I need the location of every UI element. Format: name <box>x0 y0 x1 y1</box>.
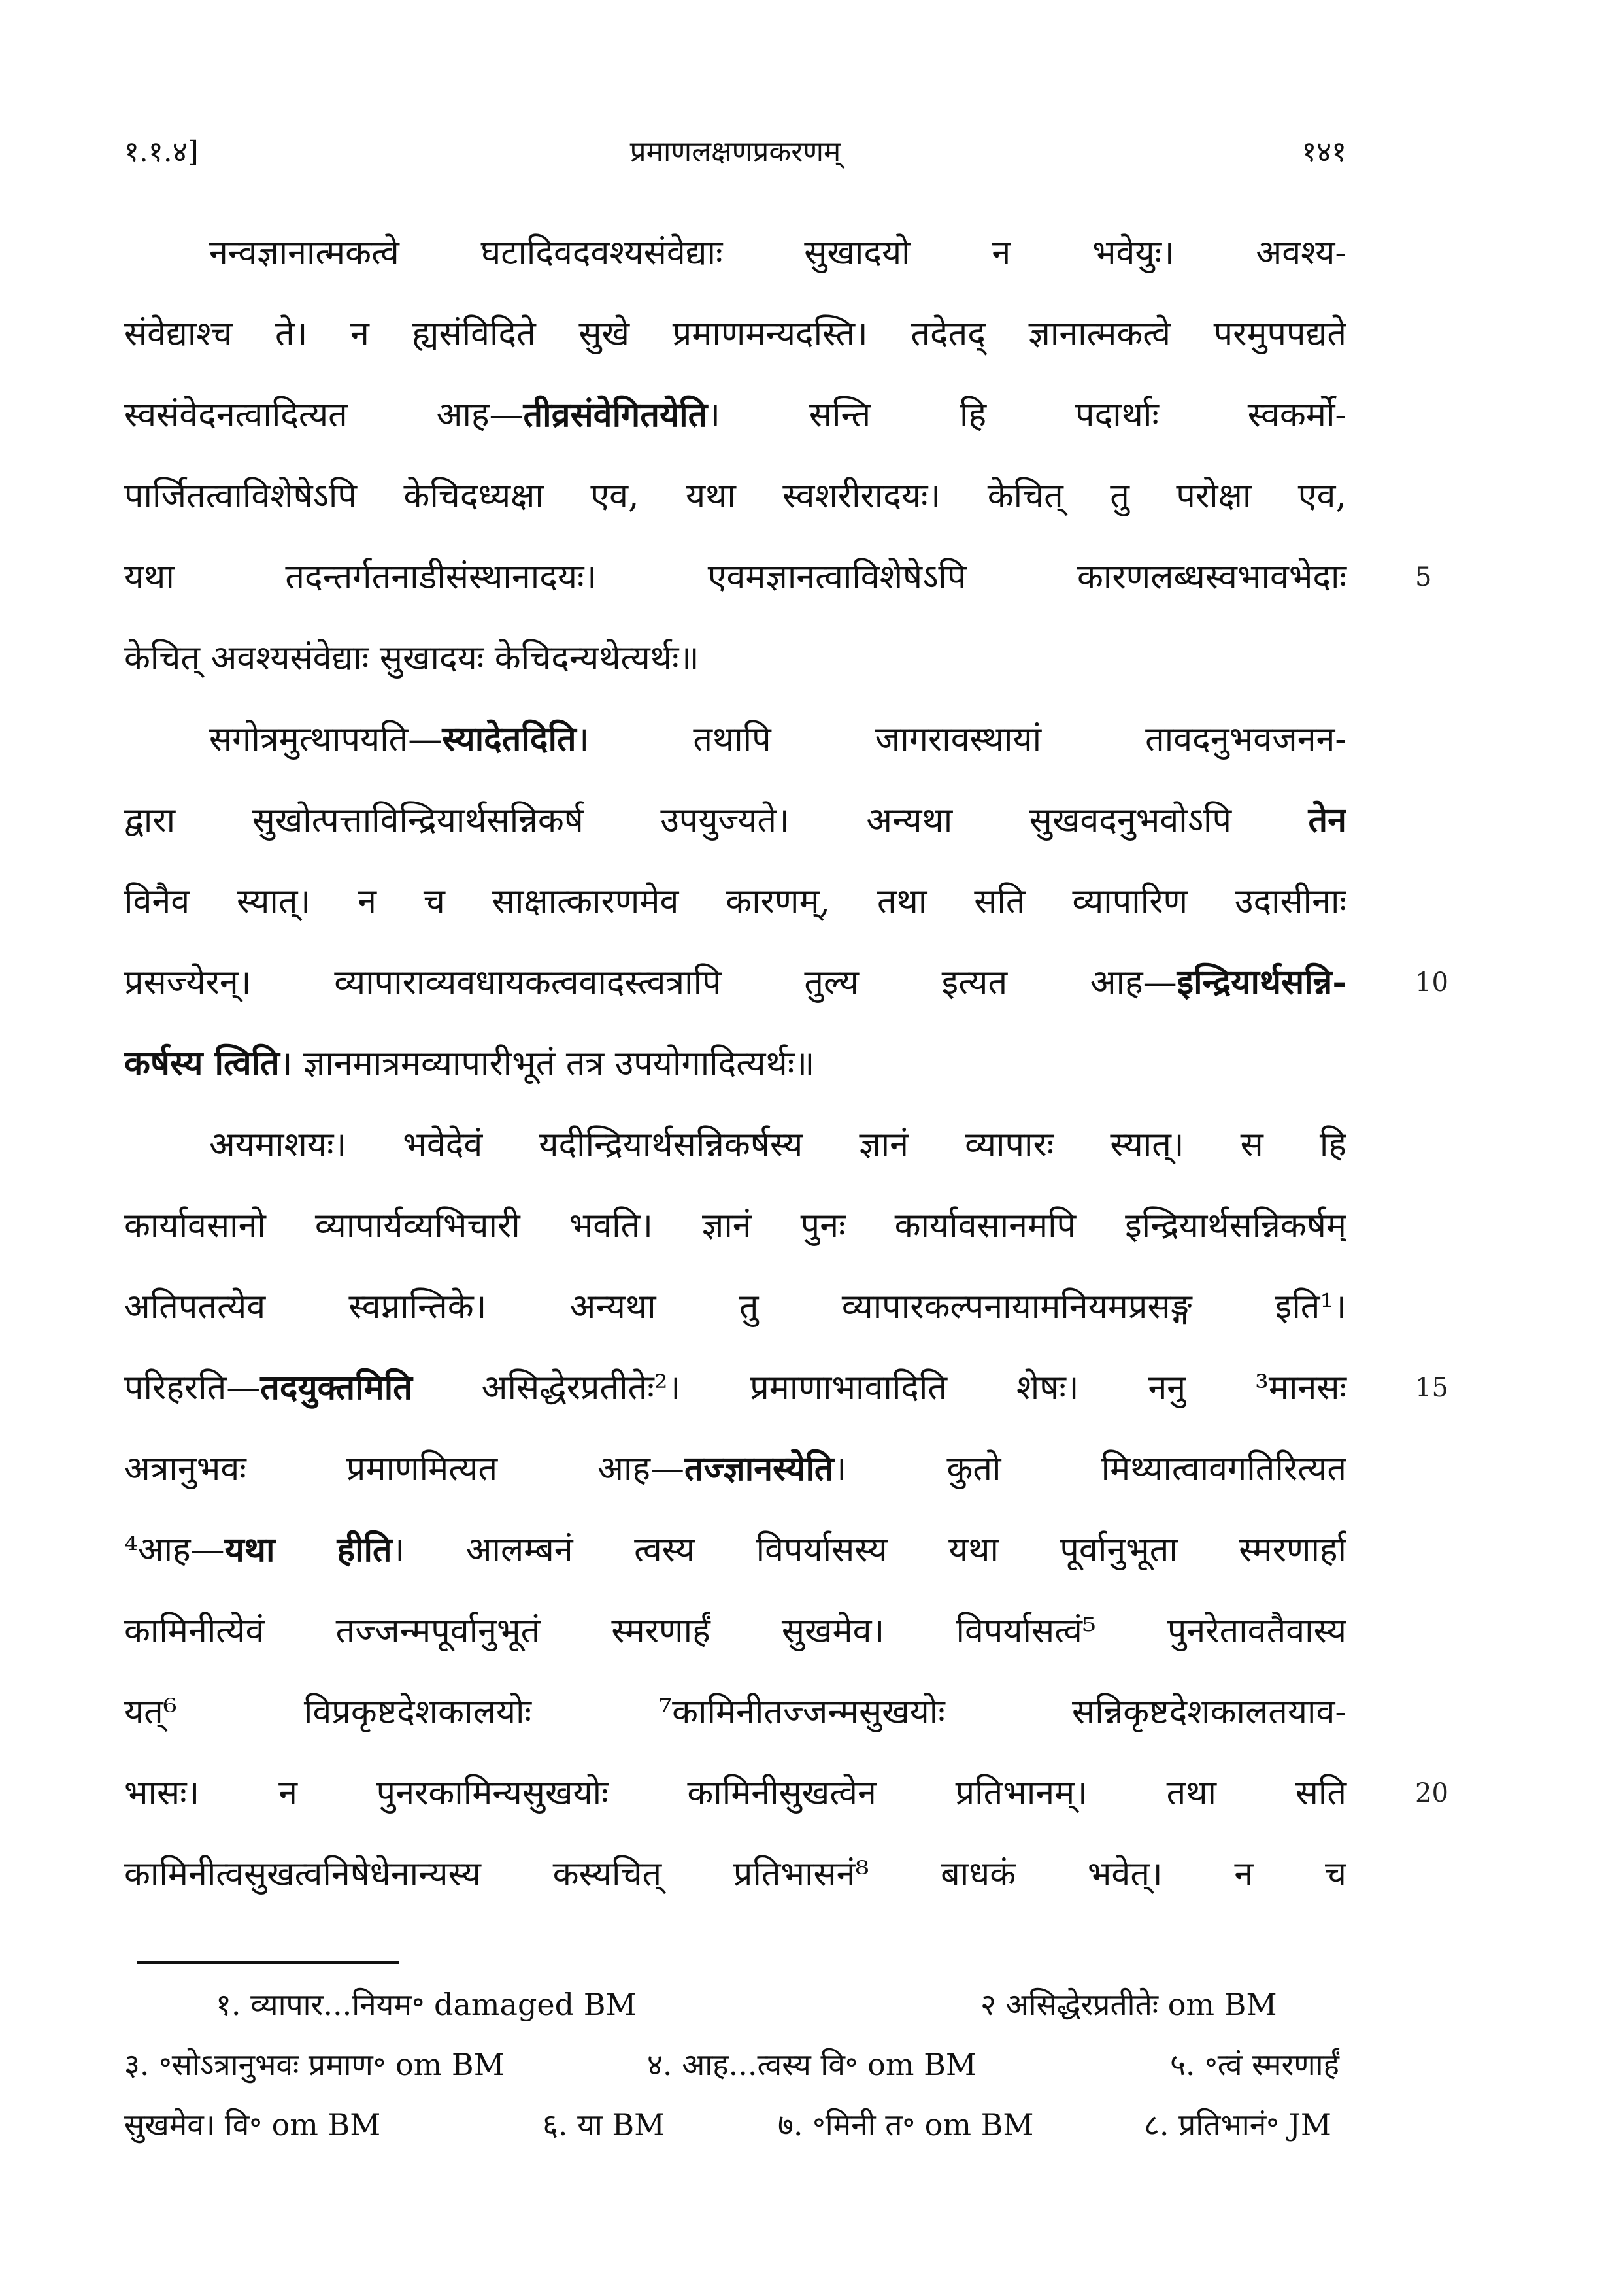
text-run: असिद्धेरप्रतीतेः²। प्रमाणाभावादिति शेषः। ननु ³मानसः <box>412 1368 1346 1408</box>
line-number: 10 <box>1415 968 1448 998</box>
bold-lemma: इन्द्रियार्थसन्नि- <box>1177 962 1346 1002</box>
text-run: द्वारा सुखोत्पत्ताविन्द्रियार्थसन्निकर्ष उपयुज्यते। अन्यथा सुखवदनुभवोऽपि <box>124 801 1309 840</box>
bold-lemma: यथा हीति <box>224 1530 392 1570</box>
text-run: सगोत्रमुत्थापयति— <box>209 720 443 759</box>
text-run: अतिपतत्येव स्वप्नान्तिके। अन्यथा तु व्यापारकल्पनायामनियमप्रसङ्ग इति¹। <box>124 1287 1346 1326</box>
text-run: ⁴आह— <box>124 1530 225 1570</box>
footnote-line <box>124 1974 1366 2034</box>
text-run: कार्यावसानो व्यापार्यव्यभिचारी भवति। ज्ञानं पुनः कार्यावसानमपि इन्द्रियार्थसन्निकर्षम् <box>124 1206 1346 1245</box>
text-run: स्वसंवेदनत्वादित्यत आह— <box>124 396 524 435</box>
footnote: ४. आह...त्वस्य वि॰ om BM <box>647 2047 977 2082</box>
footnote-line <box>124 2095 1366 2155</box>
page-number: १४१ <box>1301 135 1346 169</box>
footnote: २ असिद्धेरप्रतीतेः om BM <box>980 1987 1277 2022</box>
text-run: कामिनीत्वसुखत्वनिषेधेनान्यस्य कस्यचित् प्रतिभासनं⁸ बाधकं भवेत्। न च <box>124 1855 1346 1894</box>
text-line <box>124 1185 1346 1266</box>
text-line <box>124 1672 1346 1753</box>
line-number: 15 <box>1415 1373 1448 1403</box>
bold-lemma: स्यादेतदिति <box>442 719 577 759</box>
text-run: पार्जितत्वाविशेषेऽपि केचिदध्यक्षा एव, यथा स्वशरीरादयः। केचित् तु परोक्षा एव, <box>124 477 1346 516</box>
main-text <box>124 212 1448 1915</box>
text-line <box>124 1591 1346 1672</box>
footnote: ७. ॰मिनी त॰ om BM <box>778 2107 1034 2142</box>
text-line <box>124 942 1448 1023</box>
text-run: भासः। न पुनरकामिन्यसुखयोः कामिनीसुखत्वेन प्रतिभानम्। तथा सति <box>124 1774 1346 1813</box>
text-line <box>124 618 1346 699</box>
text-run: । सन्ति हि पदार्थाः स्वकर्मो- <box>707 396 1346 435</box>
running-title: प्रमाणलक्षणप्रकरणम् <box>629 135 841 169</box>
text-line <box>124 537 1432 618</box>
text-line <box>124 456 1346 537</box>
footnote-rule <box>137 1961 399 1964</box>
text-line <box>124 1023 1346 1104</box>
bold-lemma: तज्ज्ञानस्येति <box>684 1449 834 1489</box>
text-run: नन्वज्ञानात्मकत्वे घटादिवदवश्यसंवेद्याः सुखादयो न भवेयुः। अवश्य- <box>209 233 1346 273</box>
section-number: १.१.४] <box>124 135 199 169</box>
text-run: अयमाशयः। भवेदेवं यदीन्द्रियार्थसन्निकर्षस्य ज्ञानं व्यापारः स्यात्। स हि <box>209 1125 1346 1164</box>
text-run: विनैव स्यात्। न च साक्षात्कारणमेव कारणम्, तथा सति व्यापारिण उदासीनाः <box>124 882 1346 921</box>
line-number: 5 <box>1415 562 1432 592</box>
bold-lemma: तदयुक्तमिति <box>260 1368 412 1408</box>
footnote: ३. ॰सोऽत्रानुभवः प्रमाण॰ om BM <box>124 2047 505 2082</box>
footnote-line <box>124 2034 1366 2095</box>
text-line <box>124 375 1346 456</box>
text-run: अत्रानुभवः प्रमाणमित्यत आह— <box>124 1449 685 1489</box>
text-run: । कुतो मिथ्यात्वावगतिरित्यत <box>833 1449 1346 1489</box>
running-header <box>124 131 1346 177</box>
text-line <box>124 212 1346 294</box>
text-line <box>124 294 1346 375</box>
footnote: ५. ॰त्वं स्मरणार्हं <box>1170 2047 1339 2082</box>
text-line <box>124 1266 1346 1347</box>
footnotes <box>124 1974 1366 2155</box>
text-line <box>124 1347 1448 1428</box>
text-line <box>124 1753 1448 1834</box>
bold-lemma: तेन <box>1308 800 1346 840</box>
text-run: संवेद्याश्च ते। न ह्यसंविदिते सुखे प्रमाणमन्यदस्ति। तदेतद् ज्ञानात्मकत्वे परमुपपद्यते <box>124 314 1346 354</box>
text-run: यथा तदन्तर्गतनाडीसंस्थानादयः। एवमज्ञानत्वाविशेषेऽपि कारणलब्धस्वभावभेदाः <box>124 558 1346 597</box>
text-line <box>124 1428 1346 1510</box>
text-line <box>124 780 1346 861</box>
text-run: । तथापि जागरावस्थायां तावदनुभवजनन- <box>576 720 1346 759</box>
text-run: । ज्ञानमात्रमव्यापारीभूतं तत्र उपयोगादित्यर्थः॥ <box>279 1044 815 1083</box>
bold-lemma: कर्षस्य त्विति <box>124 1043 280 1083</box>
footnote: सुखमेव। वि॰ om BM <box>124 2107 381 2142</box>
text-line <box>124 699 1346 780</box>
text-line <box>124 1510 1346 1591</box>
text-run: केचित् अवश्यसंवेद्याः सुखादयः केचिदन्यथेत्यर्थः॥ <box>124 639 699 678</box>
text-run: परिहरति— <box>124 1368 261 1408</box>
text-line <box>124 861 1346 942</box>
text-run: कामिनीत्येवं तज्जन्मपूर्वानुभूतं स्मरणार्हं सुखमेव। विपर्यासत्वं⁵ पुनरेतावतैवास्य <box>124 1612 1346 1651</box>
text-run: यत्⁶ विप्रकृष्टदेशकालयोः ⁷कामिनीतज्जन्मसुखयोः सन्निकृष्टदेशकालतयाव- <box>124 1693 1346 1732</box>
text-line <box>124 1104 1346 1185</box>
footnote: ६. या BM <box>543 2107 665 2142</box>
text-line <box>124 1834 1346 1915</box>
text-run: प्रसज्येरन्। व्यापाराव्यवधायकत्ववादस्त्वत्रापि तुल्य इत्यत आह— <box>124 963 1177 1002</box>
text-run: । आलम्बनं त्वस्य विपर्यासस्य यथा पूर्वानुभूता स्मरणार्हा <box>392 1530 1346 1570</box>
footnote: ८. प्रतिभानं॰ JM <box>1144 2107 1332 2142</box>
footnote: १. व्यापार...नियम॰ damaged BM <box>216 1987 637 2022</box>
bold-lemma: तीव्रसंवेगितयेति <box>523 395 708 435</box>
line-number: 20 <box>1415 1778 1448 1808</box>
